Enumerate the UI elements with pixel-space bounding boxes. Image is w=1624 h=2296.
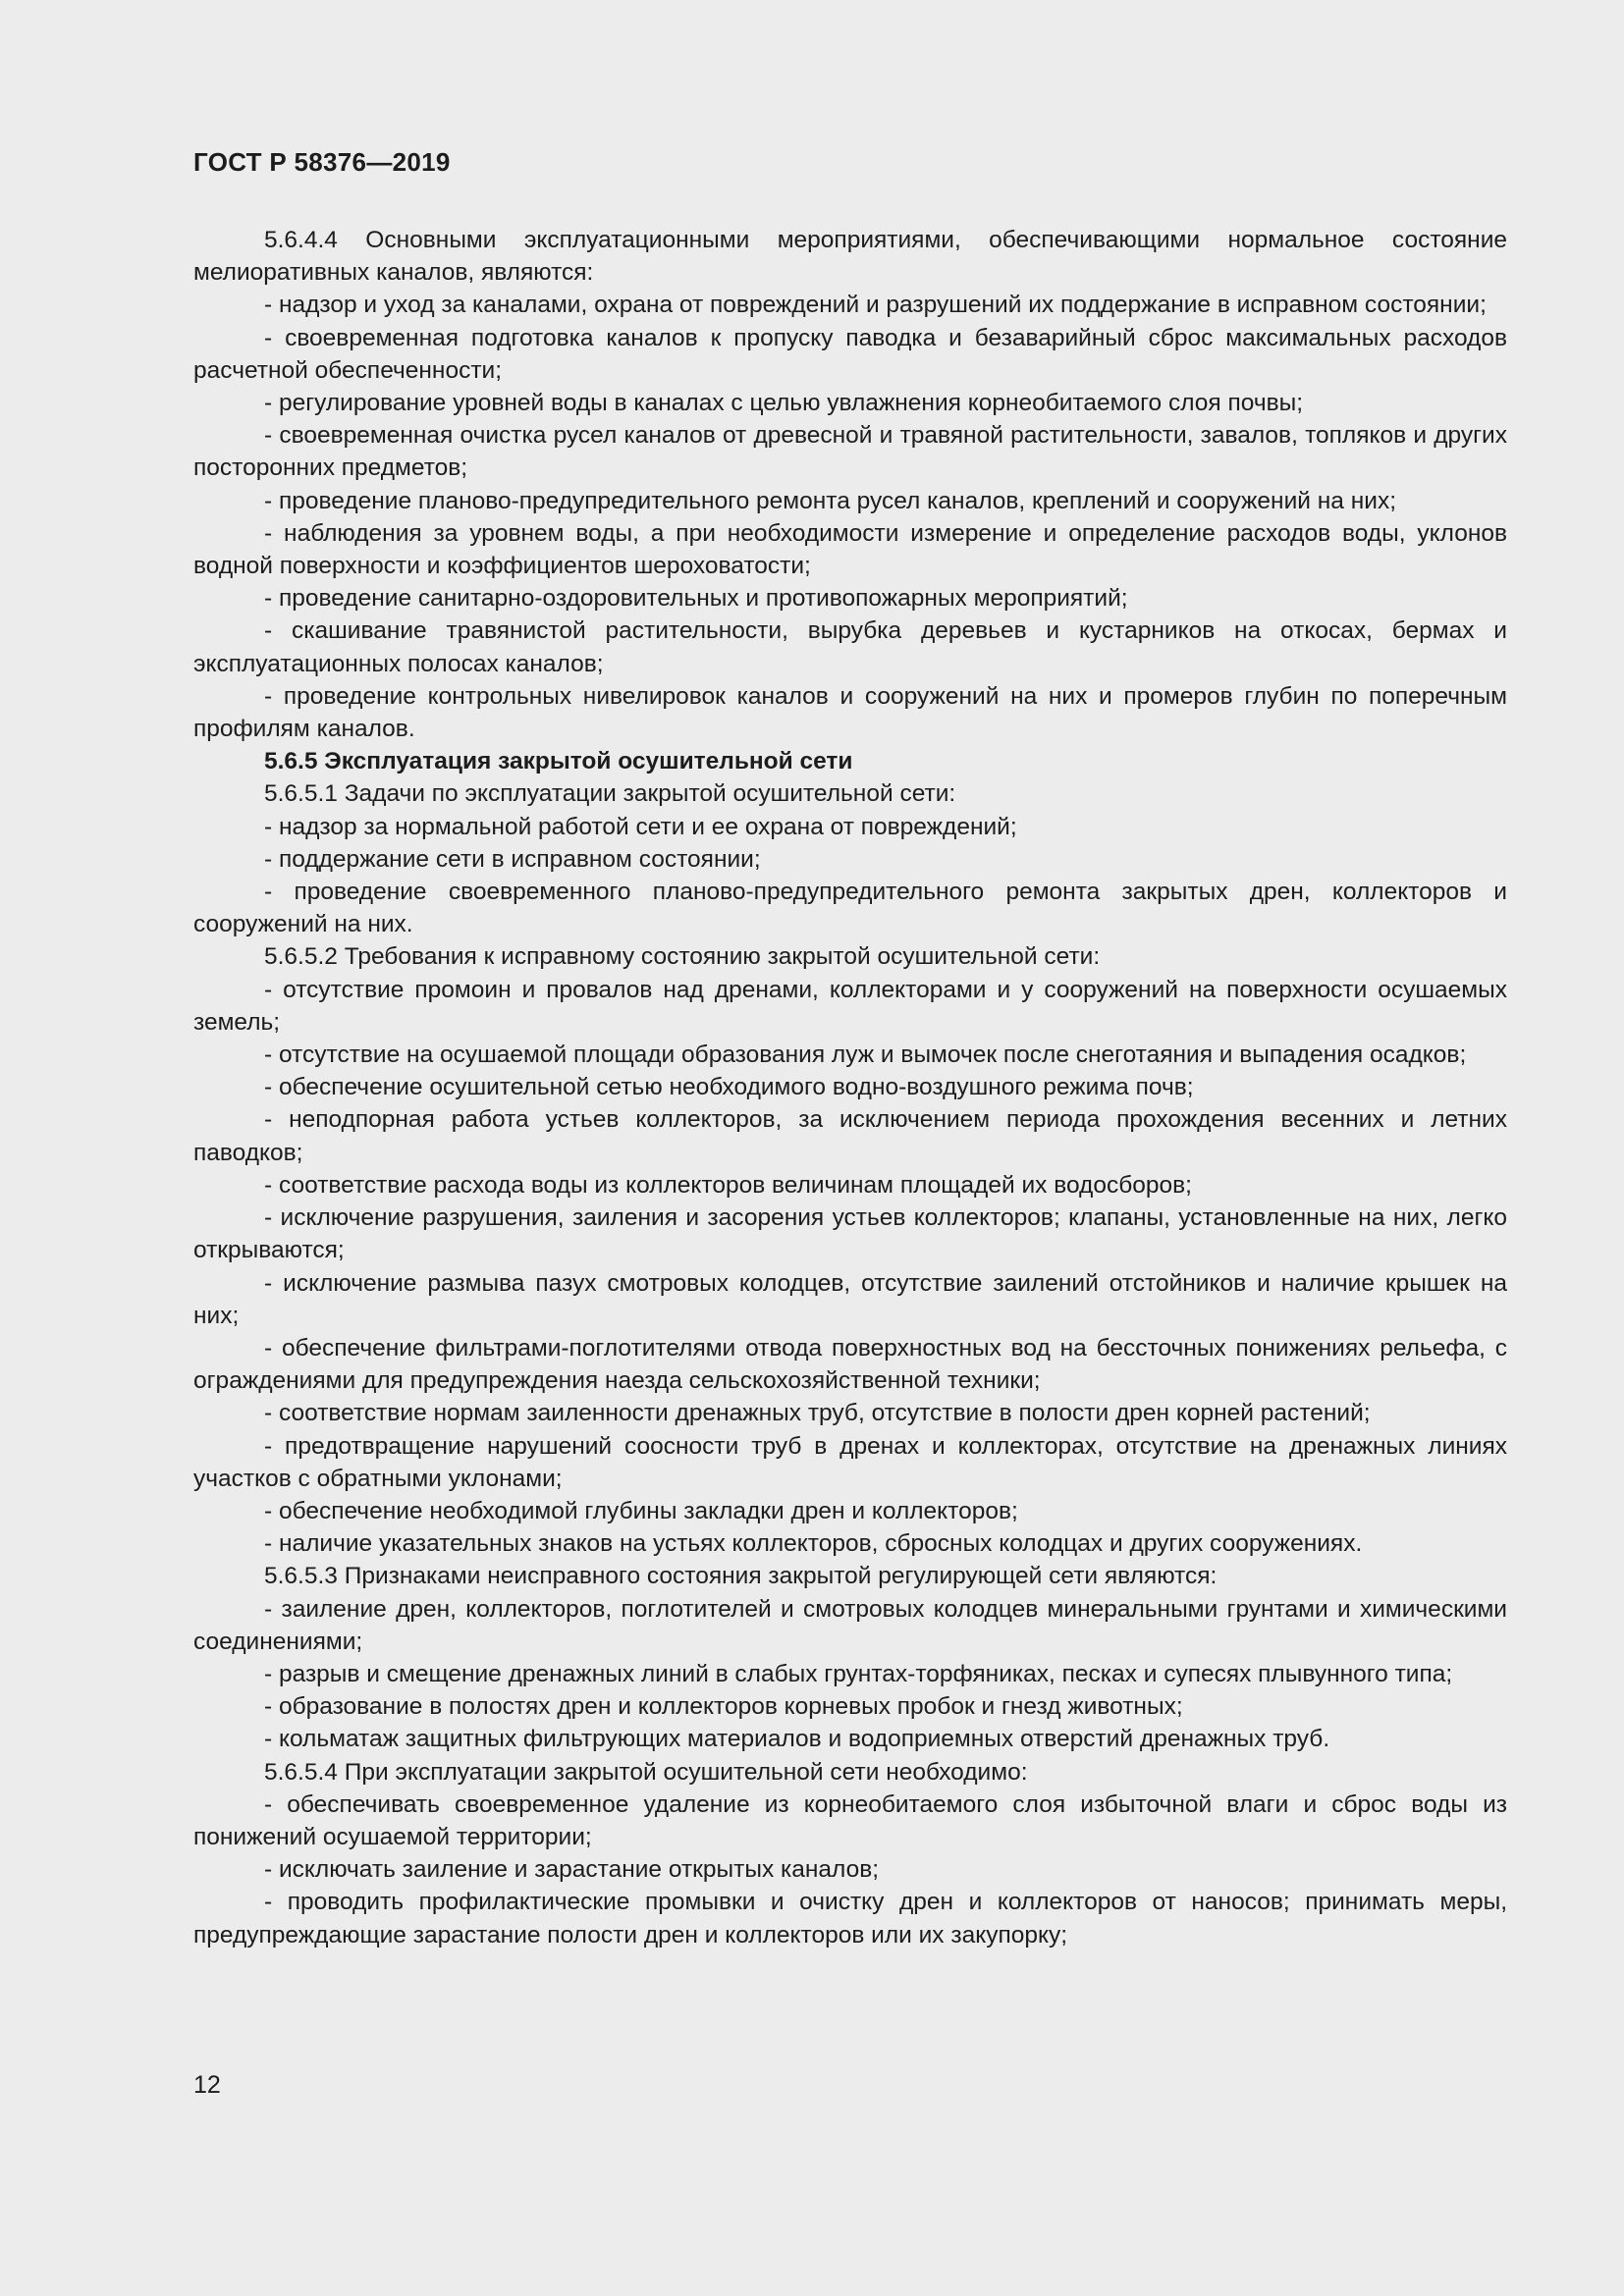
list-item: - поддержание сети в исправном состоянии;: [264, 845, 761, 873]
paragraph: 5.6.4.4 Основными эксплуатационными мероприятиями, обеспечивающими нормальное состояние мелиоративных каналов, являются:: [193, 227, 1507, 287]
list-item: - обеспечивать своевременное удаление из корнеобитаемого слоя избыточной влаги и сброс воды из понижений осушаемой территории;: [193, 1790, 1507, 1850]
list-item: - обеспечение необходимой глубины закладки дрен и коллекторов;: [264, 1497, 1018, 1524]
paragraph: 5.6.5.3 Признаками неисправного состояния закрытой регулирующей сети являются:: [264, 1563, 1218, 1590]
list-item: - проводить профилактические промывки и очистку дрен и коллекторов от наносов; принимать меры, предупреждающие зарастание полости дрен и коллекторов или их закупорку;: [193, 1889, 1507, 1949]
list-item: - регулирование уровней воды в каналах с целью увлажнения корнеобитаемого слоя почвы;: [264, 390, 1304, 417]
list-item: - надзор за нормальной работой сети и ее охрана от повреждений;: [264, 813, 1017, 840]
list-item: - обеспечение фильтрами-поглотителями отвода поверхностных вод на бессточных понижениях рельефа, с ограждениями для предупреждения наезда сельскохозяйственной техники;: [193, 1334, 1507, 1395]
list-item: - предотвращение нарушений соосности труб в дренах и коллекторах, отсутствие на дренажных линиях участков с обратными уклонами;: [193, 1432, 1507, 1492]
page-number: 12: [193, 2071, 221, 2099]
list-item: - исключать заиление и зарастание открытых каналов;: [264, 1856, 880, 1884]
list-item: - своевременная очистка русел каналов от древесной и травяной растительности, завалов, топляков и других посторонних предметов;: [193, 422, 1507, 482]
list-item: - соответствие расхода воды из коллекторов величинам площадей их водосборов;: [264, 1171, 1192, 1199]
list-item: - наличие указательных знаков на устьях коллекторов, сбросных колодцах и других сооружениях.: [264, 1530, 1363, 1558]
list-item: - разрыв и смещение дренажных линий в слабых грунтах-торфяниках, песках и супесях плывунного типа;: [264, 1660, 1453, 1687]
list-item: - надзор и уход за каналами, охрана от повреждений и разрушений их поддержание в исправном состоянии;: [264, 292, 1487, 319]
document-body: [193, 224, 1507, 1951]
list-item: - образование в полостях дрен и коллекторов корневых пробок и гнезд животных;: [264, 1693, 1183, 1721]
list-item: - наблюдения за уровнем воды, а при необходимости измерение и определение расходов воды, уклонов водной поверхности и коэффициентов шероховатости;: [193, 519, 1507, 580]
list-item: - исключение размыва пазух смотровых колодцев, отсутствие заилений отстойников и наличие крышек на них;: [193, 1269, 1507, 1329]
list-item: - проведение своевременного планово-предупредительного ремонта закрытых дрен, коллекторов и сооружений на них.: [193, 879, 1507, 938]
list-item: - заиление дрен, коллекторов, поглотителей и смотровых колодцев минеральными грунтами и химическими соединениями;: [193, 1595, 1507, 1655]
list-item: - проведение планово-предупредительного ремонта русел каналов, креплений и сооружений на них;: [264, 487, 1396, 514]
list-item: - неподпорная работа устьев коллекторов, за исключением периода прохождения весенних и летних паводков;: [193, 1106, 1507, 1166]
paragraph: 5.6.5.1 Задачи по эксплуатации закрытой осушительной сети:: [264, 780, 956, 808]
list-item: - обеспечение осушительной сетью необходимого водно-воздушного режима почв;: [264, 1074, 1194, 1101]
list-item: - проведение санитарно-оздоровительных и противопожарных мероприятий;: [264, 585, 1128, 613]
document-header: ГОСТ Р 58376—2019: [193, 147, 451, 177]
paragraph: 5.6.5.4 При эксплуатации закрытой осушительной сети необходимо:: [264, 1758, 1028, 1786]
list-item: - отсутствие промоин и провалов над дренами, коллекторами и у сооружений на поверхности осушаемых земель;: [193, 976, 1507, 1036]
list-item: - соответствие нормам заиленности дренажных труб, отсутствие в полости дрен корней растений;: [264, 1400, 1371, 1427]
list-item: - исключение разрушения, заиления и засорения устьев коллекторов; клапаны, установленные на них, легко открываются;: [193, 1204, 1507, 1264]
list-item: - своевременная подготовка каналов к пропуску паводка и безаварийный сброс максимальных расходов расчетной обеспеченности;: [193, 324, 1507, 384]
list-item: - кольматаж защитных фильтрующих материалов и водоприемных отверстий дренажных труб.: [264, 1726, 1330, 1753]
list-item: - отсутствие на осушаемой площади образования луж и вымочек после снеготаяния и выпадения осадков;: [264, 1041, 1467, 1069]
list-item: - скашивание травянистой растительности, вырубка деревьев и кустарников на откосах, бермах и эксплуатационных полосах каналов;: [193, 617, 1507, 677]
list-item: - проведение контрольных нивелировок каналов и сооружений на них и промеров глубин по поперечным профилям каналов.: [193, 682, 1507, 743]
paragraph: 5.6.5.2 Требования к исправному состоянию закрытой осушительной сети:: [264, 943, 1101, 971]
section-heading: 5.6.5 Эксплуатация закрытой осушительной сети: [264, 748, 853, 775]
